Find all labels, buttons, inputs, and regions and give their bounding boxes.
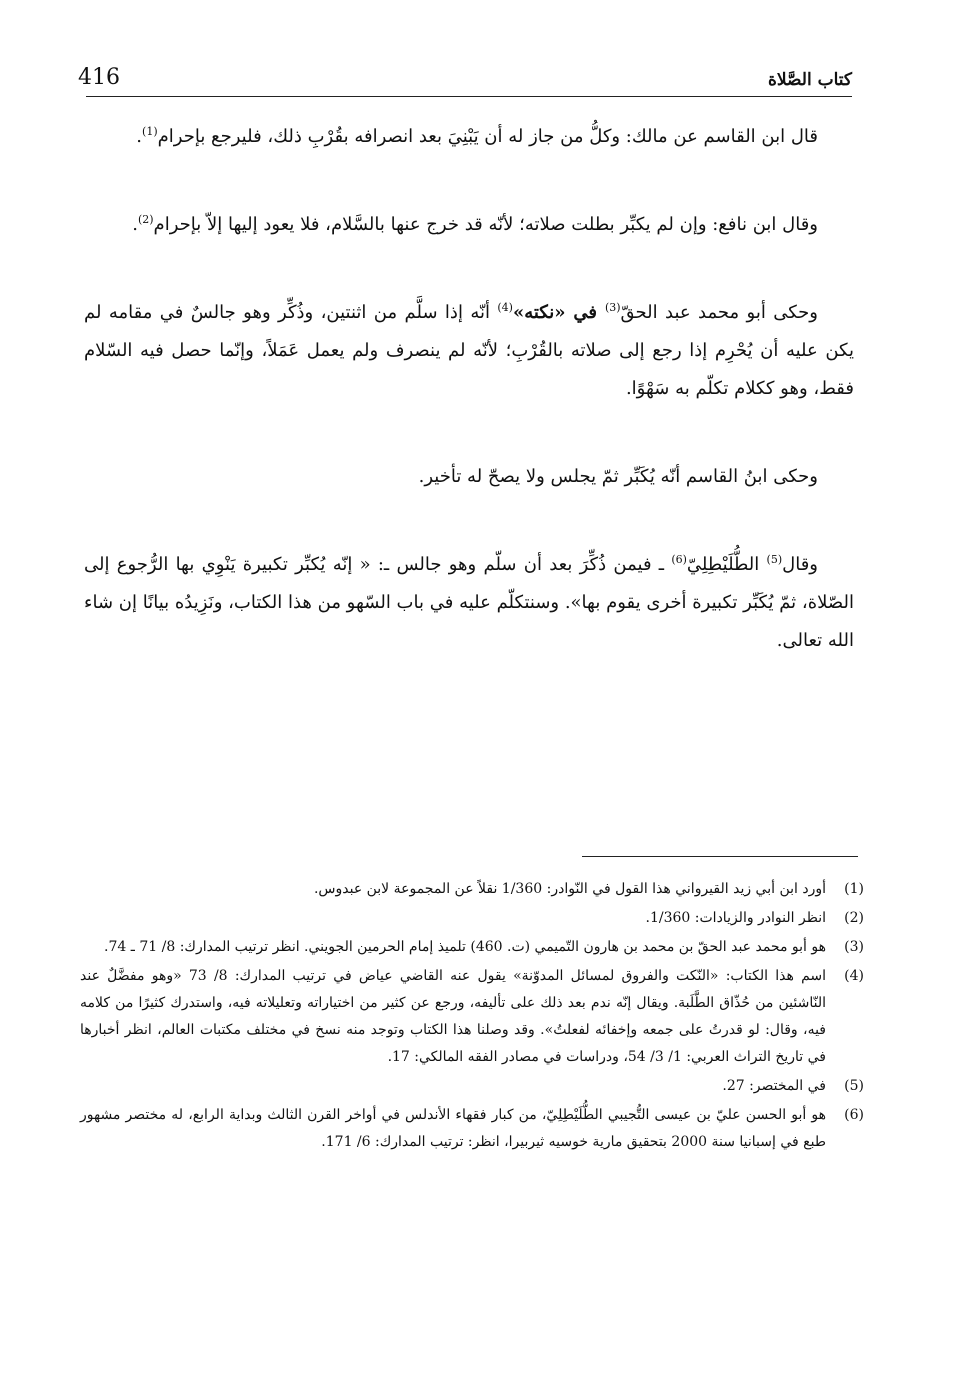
footnote-number: (4): [844, 968, 864, 984]
paragraph-1: [84, 118, 854, 156]
header-rule: [86, 96, 852, 97]
paragraph-text: وقال ابن نافع: وإن لم يكبِّر بطلت صلاته؛ لأنّه قد خرج عنها بالسَّلام، فلا يعود إليها إلاّ بإحرام: [153, 214, 818, 235]
footnote-ref: (2): [137, 213, 154, 226]
footnote-number: (5): [844, 1078, 864, 1094]
footnote-4: [80, 963, 864, 1071]
page-header: [78, 60, 852, 90]
footnote-ref: (5): [766, 553, 783, 566]
paragraph-text: وحكى أبو محمد عبد الحقّ: [620, 302, 818, 323]
footnote-number: (6): [844, 1107, 864, 1123]
footnote-number: (2): [844, 910, 864, 926]
footnote-1: [80, 876, 864, 903]
page-number: 416: [78, 65, 120, 90]
footnote-ref: (4): [497, 301, 513, 314]
footnote-ref: (3): [604, 301, 621, 314]
paragraph-text: وحكى ابنُ القاسم أنّه يُكَبِّر ثمّ يجلس ولا يصحّ له تأخير.: [418, 466, 818, 487]
paragraph-tail: .: [132, 214, 138, 235]
paragraph-5: [84, 546, 854, 660]
footnote-number: (1): [844, 881, 864, 897]
footnote-5: [80, 1073, 864, 1100]
paragraph-text: وقال: [782, 554, 818, 575]
paragraph-text: أنّه إذا سلَّم من اثنتين، وذُكِّر وهو جالسٌ في مقامه لم يكن عليه أن يُحْرِم إذا رجع إلى صلاته بالقُرْبِ؛ لأنّه لم ينصرف ولم يعمل عَمَلاً، وإنّما حصل فيه السّلام فقط، وهو ككلام تكلّم به سَهْوًا.: [84, 302, 854, 399]
footnote-ref: (1): [142, 125, 158, 138]
footnote-text: اسم هذا الكتاب: «النّكت والفروق لمسائل المدوّنة» يقول عنه القاضي عياض في ترتيب المدارك: 8/ 73 «وهو مفضَّلٌ عند النّاشئين من حُذّاق الطَّلَبة. ويقال إنّه ندم بعد ذلك على تأليفه، ورجع عن كثير من اختياراته وتعليلاته فيه، واستدرك كثيرًا من كلامه فيه، وقال: لو قدرتُ على جمعه وإخفائه لفعلتُ». وقد وصلنا هذا الكتاب وتوجد منه نسخ في مختلف مكتبات العالم، انظر أخبارها في تاريخ التراث العربي: 1/ 3/ 54، ودراسات في مصادر الفقه المالكي: 17.: [80, 968, 827, 1065]
footnote-text: هو أبو الحسن عليّ بن عيسى التُّجيبي الطُّلَيْطِلِيّ، من كبار فقهاء الأندلس في أواخر القرن الثالث وبداية الرابع، له مختصر مشهور طبع في إسبانيا سنة 2000 بتحقيق مارية خوسيه ثيربيرا، انظر: ترتيب المدارك: 6/ 171.: [80, 1107, 826, 1150]
paragraph-3: [84, 294, 854, 408]
paragraph-text: في «نكته»: [512, 302, 605, 323]
paragraph-text: قال ابن القاسم عن مالك: وكلُّ من جاز له أن يَبْنِيَ بعد انصرافه بقُرْبِ ذلك، فليرجع بإحرام: [157, 126, 818, 147]
footnote-text: في المختصر: 27.: [722, 1078, 826, 1094]
footnotes: [80, 876, 864, 1158]
main-text: [84, 118, 854, 660]
footnote-text: انظر النوادر والزيادات: 1/360.: [645, 910, 826, 926]
footnote-number: (3): [844, 939, 864, 955]
footnote-6: [80, 1102, 864, 1156]
paragraph-4: [84, 458, 854, 496]
paragraph-tail: .: [136, 126, 143, 147]
running-title: كتاب الصَّلاة: [767, 70, 852, 90]
paragraph-text: الطُّلَيْطِلِيّ: [686, 554, 767, 575]
footnote-3: [80, 934, 864, 961]
footnote-text: أورد ابن أبي زيد القيرواني هذا القول في النّوادر: 1/360 نقلاً عن المجموعة لابن عبدوس.: [313, 881, 826, 897]
footnote-2: [80, 905, 864, 932]
paragraph-text: ـ فيمن ذُكِّرَ بعد أن سلّم وهو جالس ـ: « إنّه يُكبِّر تكبيرة يَنْوِي بها الرُّجوع إلى الصّلاة، ثمّ يُكَبِّر تكبيرة أخرى يقوم بها». وسنتكلّم عليه في باب السّهو من هذا الكتاب، ونَزِيدُه بيانًا إن شاء الله تعالى.: [84, 554, 854, 651]
footnote-text: هو أبو محمد عبد الحقّ بن محمد بن هارون التّميمي (ت. 460) تلميذ إمام الحرمين الجويني. انظر ترتيب المدارك: 8/ 71 ـ 74.: [104, 939, 826, 955]
footnote-rule: [582, 856, 858, 857]
paragraph-2: [84, 206, 854, 244]
footnote-ref: (6): [671, 553, 687, 566]
